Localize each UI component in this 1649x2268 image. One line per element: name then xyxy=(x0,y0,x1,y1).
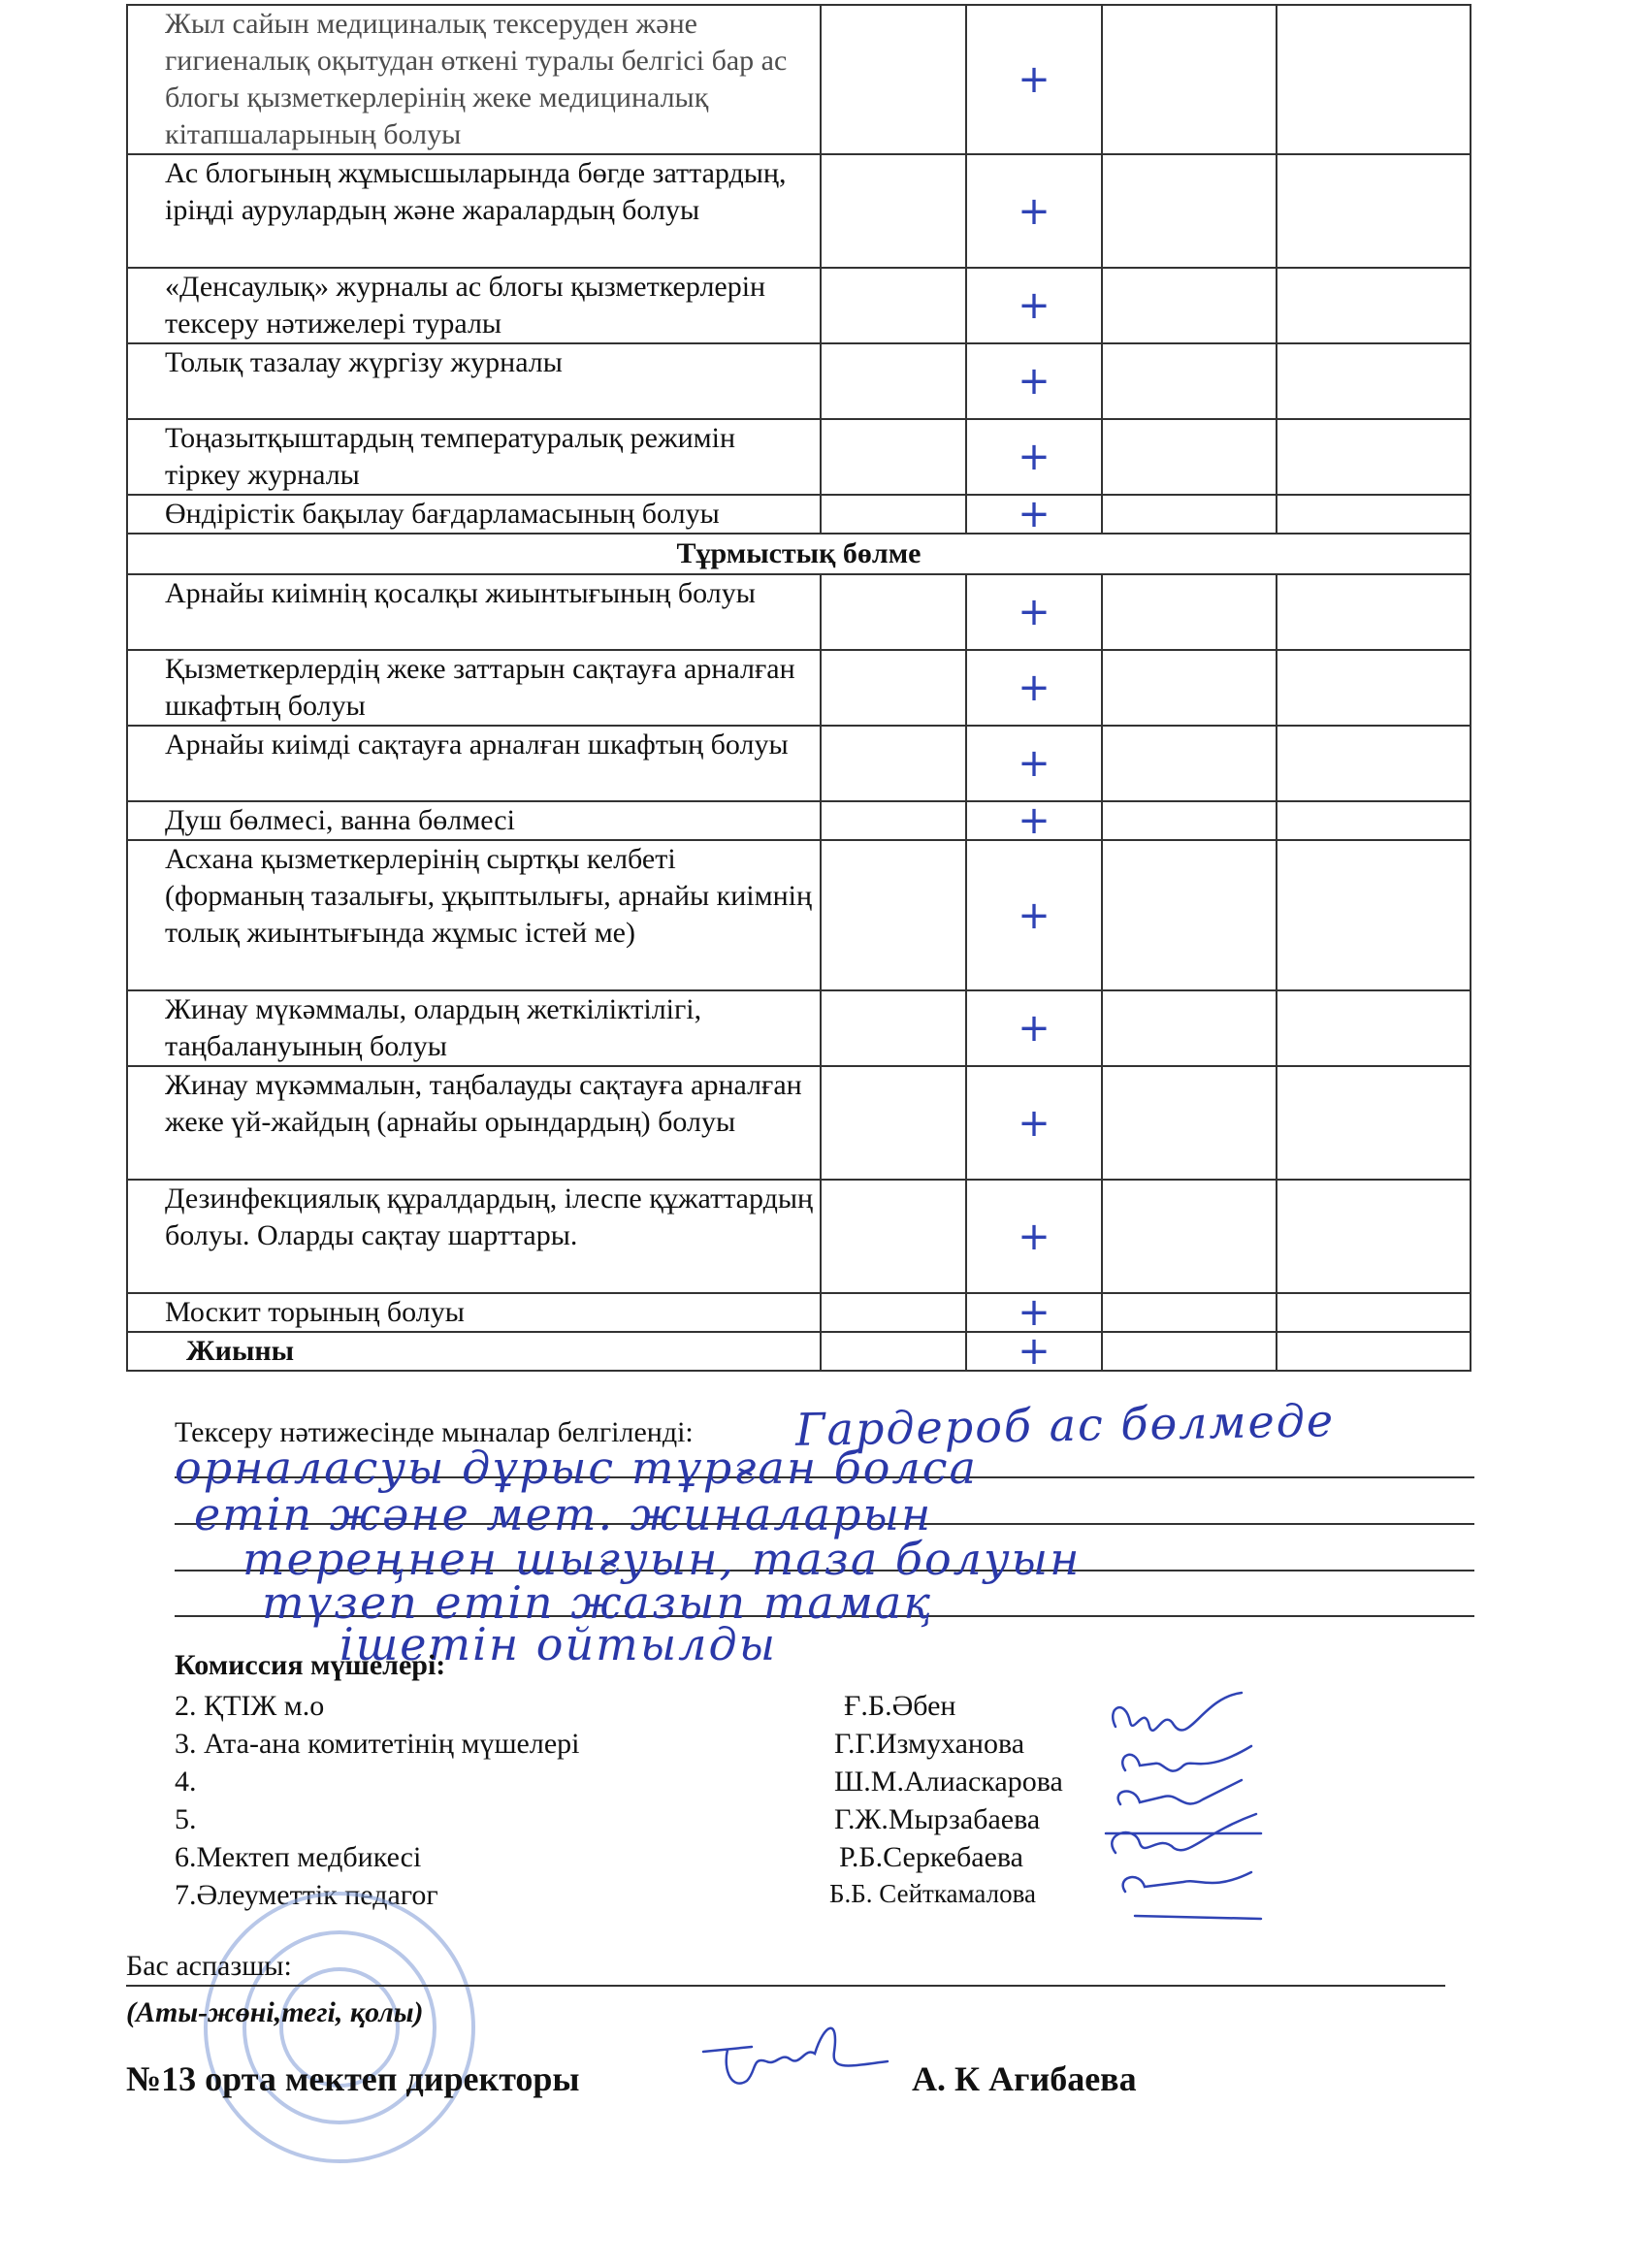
check-mark: + xyxy=(966,495,1102,534)
table-row xyxy=(127,1066,1471,1180)
check-mark: + xyxy=(966,990,1102,1066)
check-mark: + xyxy=(966,801,1102,840)
check-mark: + xyxy=(966,1180,1102,1293)
row-text: «Денсаулық» журналы ас блогы қызметкерлерін тексеру нәтижелері туралы xyxy=(127,268,821,343)
check-mark: + xyxy=(966,5,1102,154)
member-role: 2. ҚТІЖ м.о xyxy=(175,1690,325,1722)
member-role: 6.Мектеп медбикесі xyxy=(175,1841,422,1873)
check-mark: + xyxy=(966,343,1102,419)
commission-member xyxy=(175,1766,1242,1803)
handwritten-note: етіп және мет. жиналарын xyxy=(194,1488,933,1540)
table-row xyxy=(127,343,1471,419)
member-name: Ш.М.Алиаскарова xyxy=(834,1766,1063,1798)
handwritten-note: тереңнен шығуын, таза болуын xyxy=(242,1533,1082,1585)
member-role: 5. xyxy=(175,1803,197,1835)
row-text: Жинау мүкәммалы, олардың жеткіліктілігі, таңбалануының болуы xyxy=(127,990,821,1066)
table-row xyxy=(127,495,1471,534)
director-title: №13 орта мектеп директоры xyxy=(126,2059,580,2098)
handwritten-note: ішетін ойтылды xyxy=(340,1618,778,1670)
director-name: А. К Агибаева xyxy=(912,2059,1137,2098)
commission-block xyxy=(175,1649,1242,1917)
table-row xyxy=(127,5,1471,154)
check-mark: + xyxy=(966,419,1102,495)
signature-line xyxy=(126,1985,1445,1987)
member-name: Г.Г.Измуханова xyxy=(834,1728,1025,1760)
commission-heading: Комиссия мүшелері: xyxy=(175,1649,446,1681)
row-text: Жыл сайын медициналық тексеруден және гигиеналық оқытудан өткені туралы белгісі бар ас блогы қызметкерлерінің жеке медициналық кітапшаларының болуы xyxy=(127,5,821,154)
table-row xyxy=(127,1293,1471,1332)
chef-block xyxy=(126,1950,1445,2028)
chef-label: Бас аспазшы: xyxy=(126,1950,292,1982)
check-mark: + xyxy=(966,840,1102,990)
table-row xyxy=(127,1180,1471,1293)
member-name: Р.Б.Серкебаева xyxy=(839,1841,1023,1873)
commission-member xyxy=(175,1728,1242,1766)
table-row xyxy=(127,990,1471,1066)
section-title: Тұрмыстық бөлме xyxy=(127,534,1471,574)
member-role: 4. xyxy=(175,1766,197,1798)
row-text: Толық тазалау жүргізу журналы xyxy=(127,343,821,419)
commission-member xyxy=(175,1841,1242,1879)
findings-label: Тексеру нәтижесінде мыналар белгіленді: xyxy=(175,1416,694,1448)
table-row xyxy=(127,801,1471,840)
member-role: 3. Ата-ана комитетінің мүшелері xyxy=(175,1728,580,1760)
row-text: Қызметкерлердің жеке заттарын сақтауға арналған шкафтың болуы xyxy=(127,650,821,726)
table-row xyxy=(127,268,1471,343)
member-role: 7.Әлеуметтік педагог xyxy=(175,1879,438,1911)
check-mark: + xyxy=(966,154,1102,268)
director-signature xyxy=(694,2013,897,2100)
commission-member xyxy=(175,1803,1242,1841)
checklist-table xyxy=(126,4,1471,1372)
handwritten-note: Гардероб ас бөлмеде xyxy=(794,1394,1336,1456)
row-text: Жинау мүкәммалын, таңбалауды сақтауға арналған жеке үй-жайдың (арнайы орындардың) болуы xyxy=(127,1066,821,1180)
row-text: Асхана қызметкерлерінің сыртқы келбеті (форманың тазалығы, ұқыптылығы, арнайы киімнің толық жиынтығында жұмыс істей ме) xyxy=(127,840,821,990)
check-mark: + xyxy=(966,1293,1102,1332)
chef-note: (Аты-жөні,тегі, қолы) xyxy=(126,1996,424,2028)
table-row xyxy=(127,154,1471,268)
member-name: Г.Ж.Мырзабаева xyxy=(834,1803,1041,1835)
check-mark: + xyxy=(966,1332,1102,1371)
row-text: Арнайы киімнің қосалқы жиынтығының болуы xyxy=(127,574,821,650)
handwritten-note: орналасуы дұрыс тұрған болса xyxy=(175,1442,978,1494)
row-text: Душ бөлмесі, ванна бөлмесі xyxy=(127,801,821,840)
table-row xyxy=(127,840,1471,990)
row-text: Тоңазытқыштардың температуралық режимін тіркеу журналы xyxy=(127,419,821,495)
section-header-row xyxy=(127,534,1471,574)
commission-member xyxy=(175,1690,1242,1728)
check-mark: + xyxy=(966,574,1102,650)
table-row xyxy=(127,574,1471,650)
row-text: Дезинфекциялық құралдардың, ілеспе құжаттардың болуы. Оларды сақтау шарттары. xyxy=(127,1180,821,1293)
row-text: Өндірістік бақылау бағдарламасының болуы xyxy=(127,495,821,534)
row-text: Ас блогының жұмысшыларында бөгде заттардың, іріңді аурулардың және жаралардың болуы xyxy=(127,154,821,268)
table-row xyxy=(127,650,1471,726)
total-label: Жиыны xyxy=(127,1332,821,1371)
check-mark: + xyxy=(966,268,1102,343)
check-mark: + xyxy=(966,1066,1102,1180)
table-row xyxy=(127,419,1471,495)
handwritten-note: түзеп етіп жазып тамақ xyxy=(262,1576,933,1629)
table-row xyxy=(127,726,1471,801)
commission-signatures xyxy=(1096,1688,1271,1930)
check-mark: + xyxy=(966,650,1102,726)
member-name: Б.Б. Сейткамалова xyxy=(829,1879,1036,1908)
row-text: Москит торының болуы xyxy=(127,1293,821,1332)
member-name: Ғ.Б.Әбен xyxy=(844,1690,956,1722)
check-mark: + xyxy=(966,726,1102,801)
total-row xyxy=(127,1332,1471,1371)
row-text: Арнайы киімді сақтауға арналған шкафтың болуы xyxy=(127,726,821,801)
